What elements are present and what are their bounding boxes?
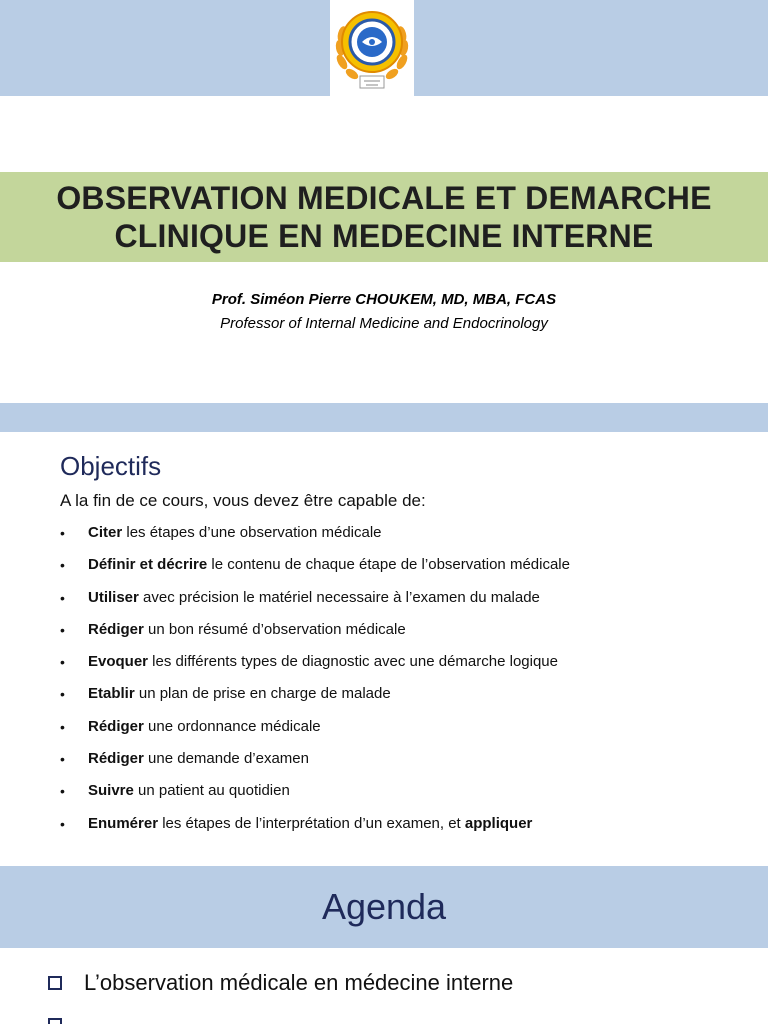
objective-text: une demande d’examen — [143, 750, 309, 768]
objectives-heading: Objectifs — [60, 451, 162, 481]
bullet-icon: • — [60, 718, 65, 735]
objective-item — [60, 587, 750, 619]
objective-text: un patient au quotidien — [133, 782, 290, 800]
objective-verb: Enumérer — [88, 814, 159, 832]
objective-item — [60, 813, 750, 845]
bullet-icon: • — [60, 815, 65, 832]
objective-text: les étapes d’une observation médicale — [122, 524, 382, 541]
objective-text: un plan de prise en charge de malade — [134, 685, 391, 703]
objective-verb: Evoquer — [88, 653, 149, 671]
bullet-icon: • — [60, 557, 65, 574]
objective-item — [60, 780, 750, 812]
objective-text: un bon résumé d’observation médicale — [143, 620, 406, 638]
objective-verb: Définir et décrire — [88, 556, 208, 574]
bullet-icon: • — [60, 686, 65, 703]
title-band — [0, 172, 768, 262]
checkbox-icon — [48, 976, 62, 990]
objective-text: le contenu de chaque étape de l’observation médicale — [207, 556, 570, 574]
objective-text: avec précision le matériel necessaire à l’examen du malade — [138, 588, 540, 606]
objective-text: une ordonnance médicale — [143, 717, 321, 735]
agenda-item-label: L’observation médicale en médecine interne — [84, 970, 514, 995]
objective-item — [60, 748, 750, 780]
author-role: Professor of Internal Medicine and Endocrinology — [220, 315, 548, 332]
bullet-icon: • — [60, 589, 65, 606]
agenda-heading: Agenda — [321, 886, 447, 927]
objectives-intro: A la fin de ce cours, vous devez être capable de: — [60, 491, 426, 510]
bullet-icon: • — [60, 525, 65, 541]
objective-verb: Citer — [88, 524, 123, 541]
objective-text: les étapes de l’interprétation d’un examen, et — [158, 814, 465, 832]
divider-band — [0, 403, 768, 432]
objective-item — [60, 683, 750, 715]
university-seal-icon — [332, 2, 412, 94]
page-title-line-1: OBSERVATION MEDICALE ET DEMARCHE — [56, 180, 712, 216]
objective-item — [60, 619, 750, 651]
bullet-icon: • — [60, 654, 65, 671]
agenda-item-partial — [48, 1018, 84, 1024]
agenda-item — [48, 969, 513, 997]
objective-item — [60, 554, 750, 586]
objective-text: les différents types de diagnostic avec une démarche logique — [148, 653, 558, 671]
author-name: Prof. Siméon Pierre CHOUKEM, MD, MBA, FCAS — [211, 291, 557, 308]
objective-verb: Suivre — [88, 782, 134, 800]
checkbox-icon — [48, 1018, 62, 1024]
objective-verb: Rédiger — [88, 620, 144, 638]
bullet-icon: • — [60, 621, 65, 638]
objective-item — [60, 522, 750, 554]
objective-verb: Rédiger — [88, 750, 144, 768]
objective-verb: Utiliser — [88, 588, 139, 606]
objectives-list — [60, 522, 750, 845]
objective-item — [60, 716, 750, 748]
objective-verb: Rédiger — [88, 717, 144, 735]
objective-item — [60, 651, 750, 683]
agenda-band — [0, 866, 768, 948]
page-title-line-2: CLINIQUE EN MEDECINE INTERNE — [114, 218, 654, 254]
objective-verb: Etablir — [88, 685, 135, 703]
bullet-icon: • — [60, 783, 65, 800]
bullet-icon: • — [60, 751, 65, 768]
objective-verb-2: appliquer — [464, 814, 533, 832]
logo — [330, 0, 414, 96]
